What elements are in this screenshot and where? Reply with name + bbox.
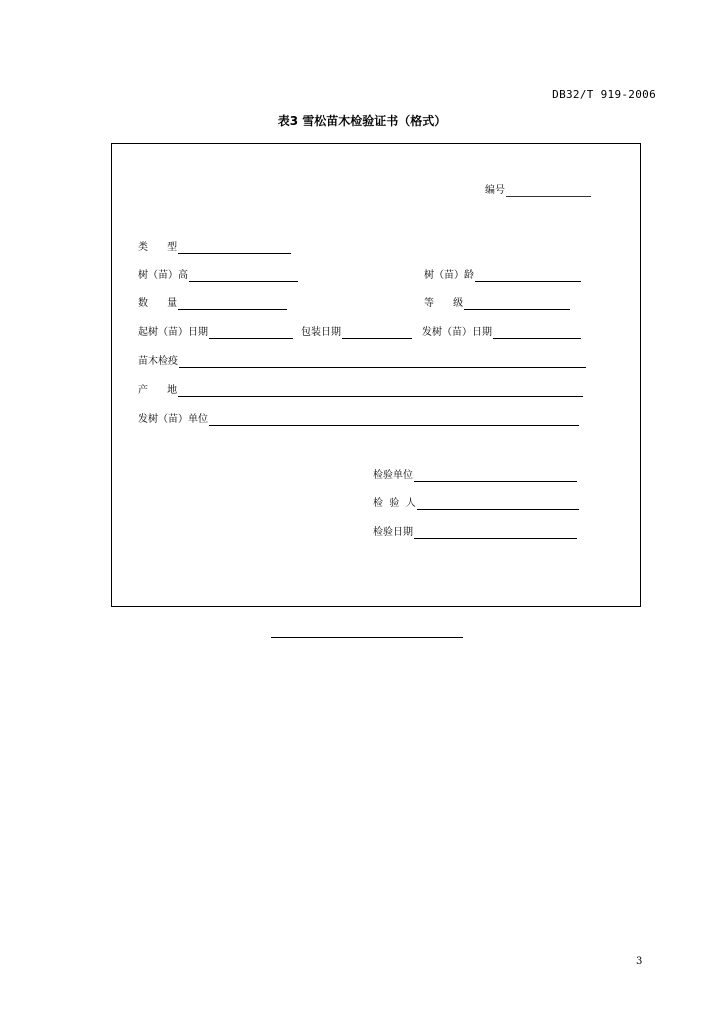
origin-label: 产 地	[138, 385, 178, 396]
age-label: 树（苗）龄	[424, 270, 474, 281]
ship-date-label: 发树（苗）日期	[422, 327, 492, 338]
table-title: 表3 雪松苗木检验证书（格式）	[277, 114, 447, 128]
quarantine-blank[interactable]	[179, 356, 586, 368]
inspector-field	[373, 498, 579, 510]
grade-field	[424, 298, 570, 310]
start-date-field	[138, 327, 293, 339]
serial-field	[485, 185, 591, 197]
pack-date-field	[301, 327, 412, 339]
quarantine-label: 苗木检疫	[138, 356, 178, 367]
age-field	[424, 270, 581, 282]
standard-code: DB32/T 919-2006	[552, 88, 656, 101]
height-label: 树（苗）高	[138, 270, 188, 281]
quantity-blank[interactable]	[178, 298, 287, 310]
inspect-unit-field	[373, 470, 577, 482]
start-date-blank[interactable]	[209, 327, 293, 339]
quantity-label: 数 量	[138, 298, 178, 309]
serial-label: 编号	[485, 185, 505, 196]
inspector-blank[interactable]	[417, 498, 579, 510]
ship-date-blank[interactable]	[493, 327, 581, 339]
ship-date-field	[422, 327, 581, 339]
pack-date-label: 包装日期	[301, 327, 341, 338]
type-field	[138, 242, 291, 254]
start-date-label: 起树（苗）日期	[138, 327, 208, 338]
height-blank[interactable]	[189, 270, 298, 282]
type-label: 类 型	[138, 242, 178, 253]
inspect-date-label: 检验日期	[373, 527, 413, 538]
shipper-label: 发树（苗）单位	[138, 414, 208, 425]
inspect-unit-label: 检验单位	[373, 470, 413, 481]
shipper-blank[interactable]	[209, 414, 579, 426]
quarantine-field	[138, 356, 586, 368]
origin-blank[interactable]	[178, 385, 583, 397]
shipper-field	[138, 414, 579, 426]
grade-label: 等 级	[424, 298, 464, 309]
origin-field	[138, 385, 583, 397]
inspect-unit-blank[interactable]	[414, 470, 577, 482]
pack-date-blank[interactable]	[342, 327, 412, 339]
age-blank[interactable]	[475, 270, 581, 282]
inspect-date-blank[interactable]	[414, 527, 577, 539]
inspect-date-field	[373, 527, 577, 539]
page-number: 3	[636, 956, 643, 967]
end-of-document-rule	[271, 637, 463, 638]
serial-blank[interactable]	[506, 185, 591, 197]
grade-blank[interactable]	[464, 298, 570, 310]
height-field	[138, 270, 298, 282]
inspector-label: 检 验 人	[373, 498, 416, 509]
quantity-field	[138, 298, 287, 310]
type-blank[interactable]	[178, 242, 291, 254]
